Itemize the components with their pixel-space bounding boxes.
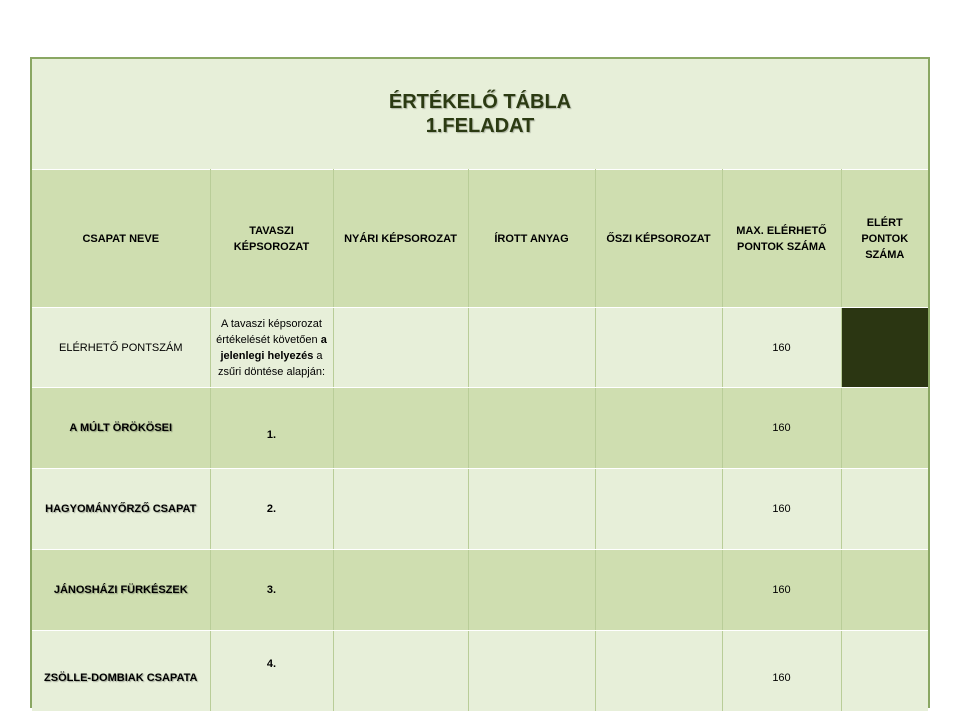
cell-empty	[333, 469, 468, 550]
header-autumn-series: ŐSZI KÉPSOROZAT	[595, 170, 722, 308]
ranking-note-part2: a zsűri döntése alapján:	[217, 349, 325, 378]
team-rank: 3.	[210, 550, 333, 631]
team-name: A MÚLT ÖRÖKÖSEI	[32, 388, 210, 469]
team-max-points: 160	[722, 388, 841, 469]
table-subtitle: 1.FELADAT	[425, 115, 535, 137]
team-name: HAGYOMÁNYŐRZŐ CSAPAT	[32, 469, 210, 550]
table-title-block	[32, 59, 928, 170]
team-achieved-points	[841, 469, 928, 550]
cell-empty	[333, 550, 468, 631]
table-row	[32, 469, 928, 550]
evaluation-table	[32, 169, 928, 712]
ranking-note-part1: A tavaszi képsorozat értékelését követően	[216, 317, 322, 346]
table-row	[32, 388, 928, 469]
cell-empty	[333, 631, 468, 712]
evaluation-table-frame	[30, 57, 930, 708]
team-rank: 4.	[210, 631, 333, 712]
cell-empty	[333, 388, 468, 469]
team-name: ZSÖLLE-DOMBIAK CSAPATA	[32, 631, 210, 712]
ranking-note	[210, 308, 333, 388]
header-max-points: MAX. ELÉRHETŐ PONTOK SZÁMA	[722, 170, 841, 308]
header-written-material: ÍROTT ANYAG	[468, 170, 595, 308]
cell-empty	[595, 388, 722, 469]
available-points-label: ELÉRHETŐ PONTSZÁM	[32, 308, 210, 388]
cell-empty	[468, 631, 595, 712]
available-points-row	[32, 308, 928, 388]
table-title: ÉRTÉKELŐ TÁBLA	[388, 91, 572, 113]
team-achieved-points	[841, 631, 928, 712]
cell-empty	[468, 550, 595, 631]
header-row	[32, 170, 928, 308]
header-achieved-points: ELÉRT PONTOK SZÁMA	[841, 170, 928, 308]
available-max-points: 160	[722, 308, 841, 388]
header-team-name: CSAPAT NEVE	[32, 170, 210, 308]
table-row	[32, 631, 928, 712]
cell-empty	[595, 550, 722, 631]
ranking-note-bold: a jelenlegi helyezés	[220, 333, 327, 362]
cell-empty	[468, 308, 595, 388]
table-row	[32, 550, 928, 631]
cell-empty	[595, 631, 722, 712]
team-name: JÁNOSHÁZI FÜRKÉSZEK	[32, 550, 210, 631]
cell-empty	[595, 308, 722, 388]
team-max-points: 160	[722, 469, 841, 550]
blacked-out-cell	[841, 308, 928, 388]
team-max-points: 160	[722, 631, 841, 712]
header-summer-series: NYÁRI KÉPSOROZAT	[333, 170, 468, 308]
team-achieved-points	[841, 550, 928, 631]
team-rank: 2.	[210, 469, 333, 550]
team-achieved-points	[841, 388, 928, 469]
header-spring-series: TAVASZI KÉPSOROZAT	[210, 170, 333, 308]
team-rank: 1.	[210, 388, 333, 469]
cell-empty	[468, 469, 595, 550]
cell-empty	[595, 469, 722, 550]
cell-empty	[333, 308, 468, 388]
cell-empty	[468, 388, 595, 469]
team-max-points: 160	[722, 550, 841, 631]
